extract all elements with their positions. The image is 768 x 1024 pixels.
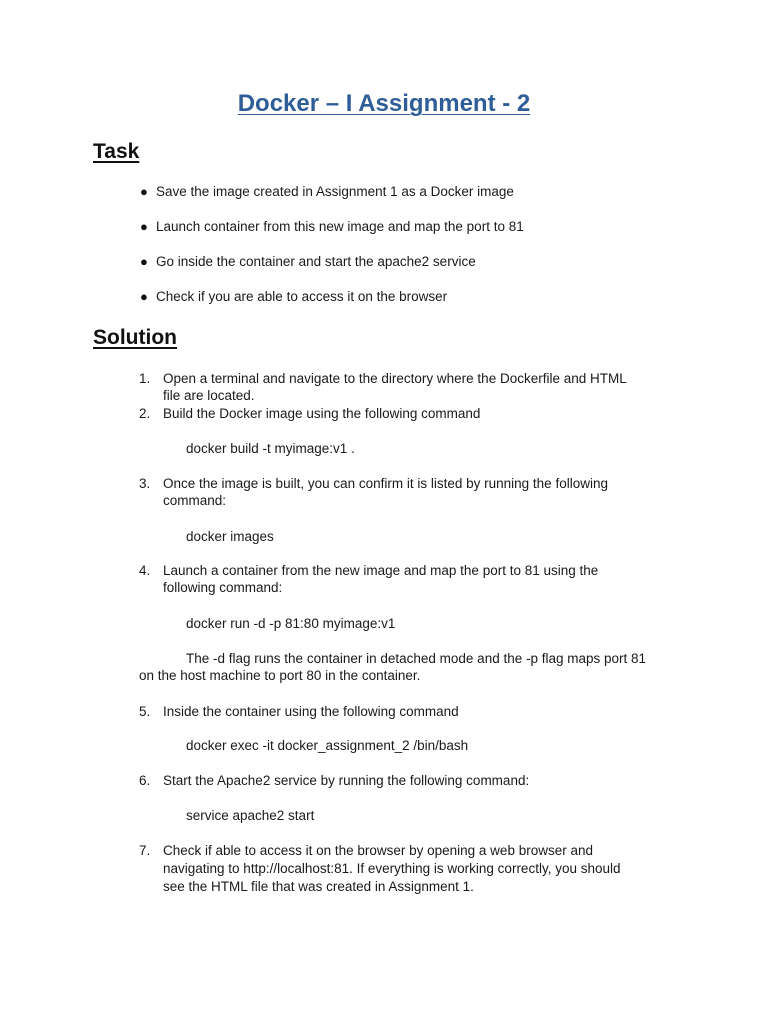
- step-number: 7.: [139, 843, 151, 858]
- step-4-line-2: following command:: [163, 580, 283, 595]
- step-number: 6.: [139, 773, 151, 788]
- step-5-command: docker exec -it docker_assignment_2 /bin/bash: [186, 738, 469, 753]
- bullet-icon: ●: [140, 289, 148, 304]
- task-bullet-4: Check if you are able to access it on the browser: [156, 289, 448, 304]
- document-title: [0, 88, 768, 120]
- step-number: 2.: [139, 406, 151, 421]
- step-number: 3.: [139, 476, 151, 491]
- document-title-text: Docker – I Assignment - 2: [237, 90, 531, 117]
- step-7-line-2: navigating to http://localhost:81. If everything is working correctly, you should: [163, 861, 621, 876]
- step-4-command: docker run -d -p 81:80 myimage:v1: [186, 616, 396, 631]
- bullet-icon: ●: [140, 184, 148, 199]
- step-3-command: docker images: [186, 529, 274, 544]
- step-4-line-1: Launch a container from the new image and map the port to 81 using the: [163, 563, 599, 578]
- step-6-command: service apache2 start: [186, 808, 315, 823]
- task-bullet-1: Save the image created in Assignment 1 as a Docker image: [156, 184, 514, 199]
- task-bullet-2: Launch container from this new image and map the port to 81: [156, 219, 524, 234]
- step-number: 4.: [139, 563, 151, 578]
- bullet-icon: ●: [140, 219, 148, 234]
- step-5-line-1: Inside the container using the following command: [163, 704, 459, 719]
- task-bullet-3: Go inside the container and start the apache2 service: [156, 254, 476, 269]
- step-1-line-1: Open a terminal and navigate to the directory where the Dockerfile and HTML: [163, 371, 627, 386]
- step-2-line-1: Build the Docker image using the following command: [163, 406, 481, 421]
- step-3-line-1: Once the image is built, you can confirm it is listed by running the following: [163, 476, 608, 491]
- step-7-line-3: see the HTML file that was created in Assignment 1.: [163, 879, 474, 894]
- step-4-note-line-1: The -d flag runs the container in detached mode and the -p flag maps port 81: [186, 651, 647, 666]
- step-4-note-line-2: on the host machine to port 80 in the container.: [139, 668, 421, 683]
- solution-heading: Solution: [93, 326, 177, 349]
- step-6-line-1: Start the Apache2 service by running the following command:: [163, 773, 530, 788]
- step-2-command: docker build -t myimage:v1 .: [186, 441, 355, 456]
- step-3-line-2: command:: [163, 493, 227, 508]
- step-7-line-1: Check if able to access it on the browser by opening a web browser and: [163, 843, 593, 858]
- task-heading: Task: [93, 140, 140, 163]
- step-number: 5.: [139, 704, 151, 719]
- step-1-line-2: file are located.: [163, 388, 255, 403]
- step-number: 1.: [139, 371, 151, 386]
- bullet-icon: ●: [140, 254, 148, 269]
